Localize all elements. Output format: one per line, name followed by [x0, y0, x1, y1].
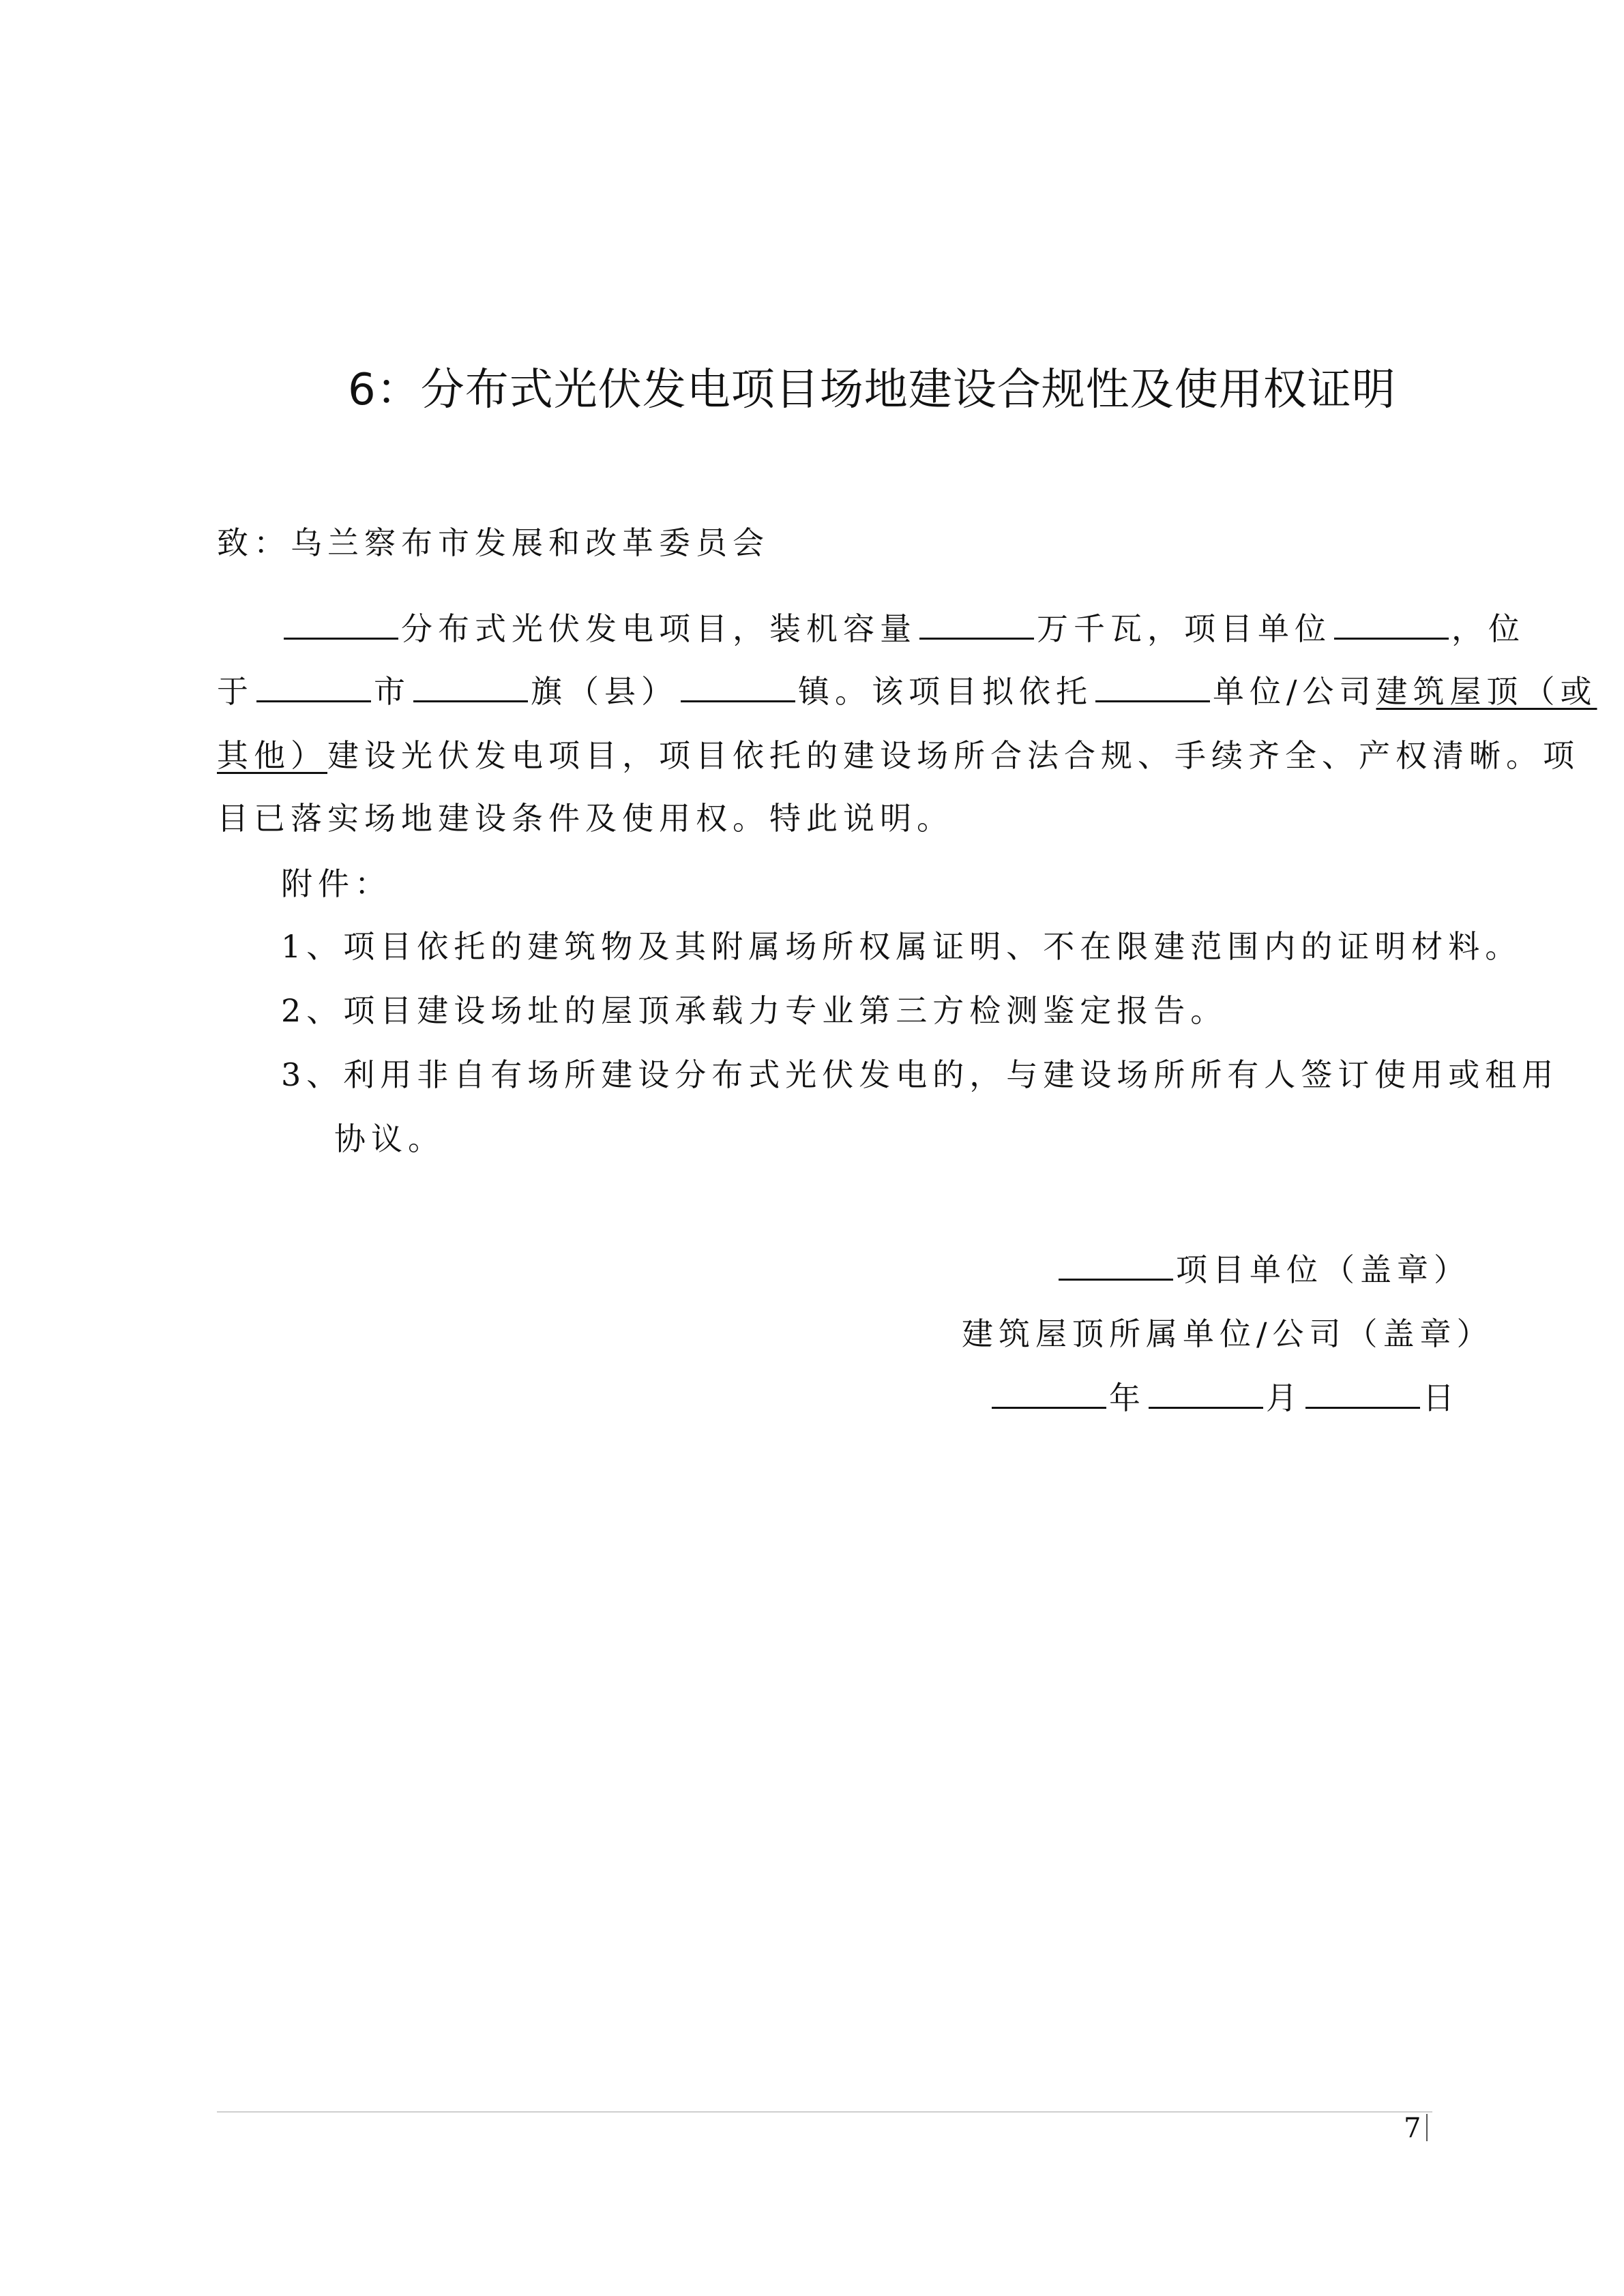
body-line-2: [217, 667, 1597, 712]
body-line-4: 目已落实场地建设条件及使用权。特此说明。: [217, 800, 954, 837]
page-number-text: 7: [1404, 2113, 1421, 2144]
underlined-text: 建筑屋顶（或: [1376, 673, 1597, 710]
signature-label: 项目单位（盖章）: [1176, 1251, 1471, 1288]
city-blank: [256, 670, 371, 702]
year-blank: [992, 1377, 1106, 1409]
body-text: 旗（县）: [531, 673, 678, 710]
body-line-3: [217, 731, 1580, 776]
year-label: 年: [1109, 1380, 1146, 1416]
footer-divider: [217, 2111, 1432, 2113]
body-text: 单位/公司: [1213, 673, 1376, 710]
page-number: [1404, 2113, 1428, 2144]
addressee: 致：乌兰察布市发展和改革委员会: [217, 524, 769, 561]
capacity-blank: [919, 608, 1034, 640]
day-label: 日: [1423, 1380, 1460, 1416]
body-text: 建设光伏发电项目，项目依托的建设场所合法合规、手续齐全、产权清晰。项: [327, 737, 1580, 774]
document-title: 6：分布式光伏发电项目场地建设合规性及使用权证明: [348, 365, 1396, 415]
day-blank: [1305, 1377, 1420, 1409]
attachments-heading: 附件：: [281, 865, 392, 902]
body-text: ，位: [1451, 610, 1525, 647]
project-name-blank: [284, 608, 398, 640]
body-text: 万千瓦，项目单位: [1037, 610, 1331, 647]
host-unit-blank: [1095, 670, 1210, 702]
signature-date: [989, 1373, 1460, 1418]
month-blank: [1149, 1377, 1263, 1409]
project-unit-blank: [1334, 608, 1449, 640]
body-line-1: [281, 604, 1525, 649]
month-label: 月: [1266, 1380, 1303, 1416]
body-text: 分布式光伏发电项目，装机容量: [401, 610, 917, 647]
signature-building-owner: 建筑屋顶所属单位/公司（盖章）: [962, 1315, 1494, 1352]
attachment-item-3-cont: 协议。: [334, 1120, 445, 1157]
attachment-item-1: 1、项目依托的建筑物及其附属场所权属证明、不在限建范围内的证明材料。: [281, 928, 1522, 965]
attachment-item-3: 3、利用非自有场所建设分布式光伏发电的，与建设场所所有人签订使用或租用: [281, 1056, 1559, 1093]
page-number-bar: [1426, 2114, 1428, 2141]
banner-blank: [413, 670, 528, 702]
signature-project-unit: [1056, 1245, 1471, 1290]
body-text: 于: [217, 673, 254, 710]
body-text: 镇。该项目拟依托: [798, 673, 1093, 710]
town-blank: [681, 670, 795, 702]
project-unit-seal-blank: [1059, 1249, 1173, 1281]
underlined-text: 其他）: [217, 737, 327, 774]
body-text: 市: [374, 673, 411, 710]
attachment-item-2: 2、项目建设场址的屋顶承载力专业第三方检测鉴定报告。: [281, 992, 1228, 1029]
